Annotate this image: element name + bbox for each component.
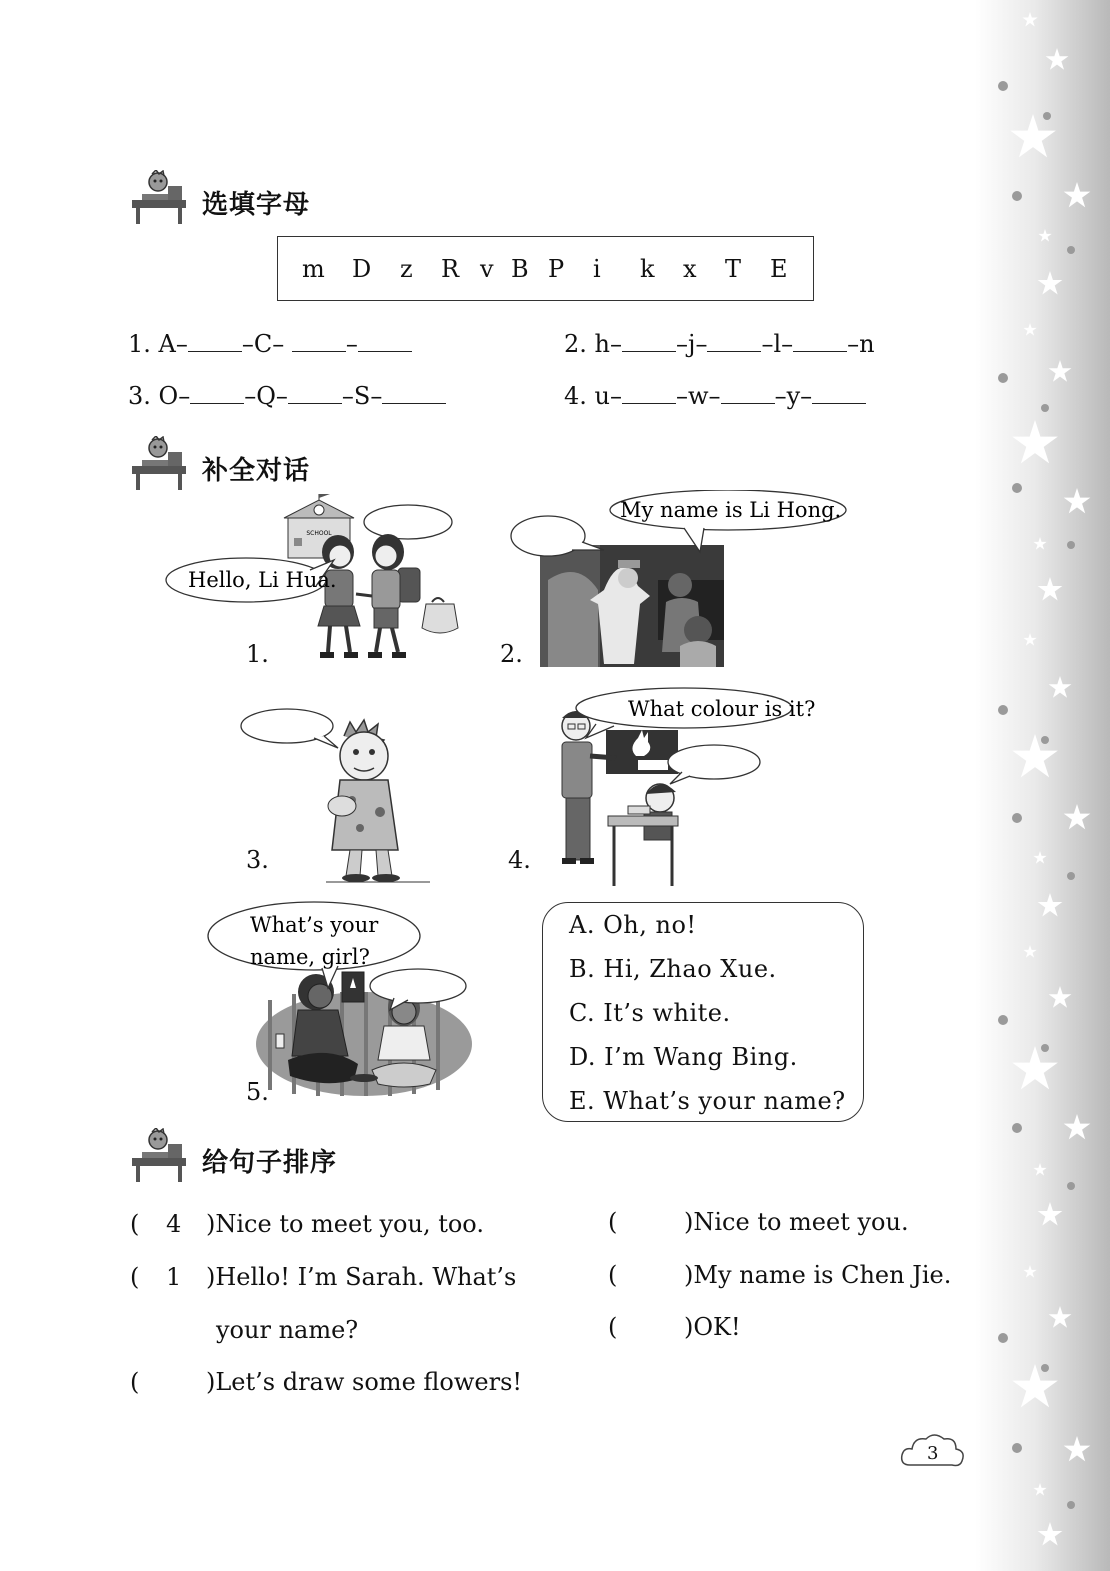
answer-blank[interactable] [812, 402, 866, 404]
picture-3-dirty-boy [240, 708, 440, 888]
star-border-decoration [975, 0, 1110, 1571]
option-d: D. I’m Wang Bing. [569, 1043, 798, 1071]
section-heading-ordering [130, 1128, 530, 1188]
order-answer[interactable]: 1 [166, 1263, 182, 1291]
mascot-desk-icon [130, 170, 190, 226]
section-title: 给句子排序 [202, 1148, 338, 1178]
speech-bubble-text: Hello, Li Hua. [188, 568, 337, 592]
picture-2-photo [508, 490, 848, 670]
letter: z [400, 255, 413, 283]
answer-blank[interactable] [622, 402, 676, 404]
picture-number: 3. [246, 846, 269, 874]
order-sentence: )OK! [684, 1313, 741, 1341]
order-sentence: )My name is Chen Jie. [684, 1261, 952, 1289]
option-e: E. What’s your name? [569, 1087, 846, 1115]
answer-blank[interactable] [382, 402, 446, 404]
letter: E [770, 255, 788, 283]
picture-number: 5. [246, 1078, 269, 1106]
order-item: ( )Nice to meet you. [608, 1208, 909, 1236]
picture-5-girls-sitting [204, 900, 476, 1100]
order-item: ( )My name is Chen Jie. [608, 1261, 952, 1289]
option-c: C. It’s white. [569, 999, 731, 1027]
letter: T [725, 255, 742, 283]
speech-bubble-text: My name is Li Hong. [620, 498, 842, 522]
answer-blank[interactable] [707, 350, 761, 352]
speech-bubble-text: name, girl? [250, 945, 370, 969]
mascot-desk-icon [130, 1128, 190, 1184]
letter-question-1: 1. A– –C– – [128, 330, 412, 358]
section-heading-dialogue [130, 436, 530, 496]
page-number: 3 [900, 1433, 964, 1477]
answer-blank[interactable] [188, 350, 242, 352]
school-sign: SCHOOL [306, 530, 332, 537]
order-sentence-continued: your name? [216, 1316, 359, 1344]
speech-bubble-text: What’s your [250, 913, 379, 937]
picture-number: 1. [246, 640, 269, 668]
picture-4-classroom [556, 686, 826, 891]
letter: D [352, 255, 372, 283]
order-sentence: )Nice to meet you. [684, 1208, 909, 1236]
order-item: ( 4 )Nice to meet you, too. [130, 1210, 484, 1238]
order-item: ( 1 )Hello! I’m Sarah. What’s [130, 1263, 517, 1291]
answer-options-box [542, 902, 864, 1122]
answer-blank[interactable] [292, 350, 346, 352]
order-sentence: )Let’s draw some flowers! [206, 1368, 523, 1396]
picture-number: 2. [500, 640, 523, 668]
answer-blank[interactable] [358, 350, 412, 352]
letter: x [683, 255, 697, 283]
picture-number: 4. [508, 846, 531, 874]
mascot-desk-icon [130, 436, 190, 492]
section-title: 选填字母 [202, 190, 311, 220]
answer-blank[interactable] [793, 350, 847, 352]
letter: m [302, 255, 325, 283]
letter-question-4: 4. u– –w– –y– [564, 382, 866, 410]
answer-blank[interactable] [622, 350, 676, 352]
order-sentence: )Nice to meet you, too. [206, 1210, 484, 1238]
speech-bubble-text: What colour is it? [628, 697, 816, 721]
letter-question-3: 3. O– –Q– –S– [128, 382, 446, 410]
option-a: A. Oh, no! [569, 911, 697, 939]
option-b: B. Hi, Zhao Xue. [569, 955, 777, 983]
answer-blank[interactable] [288, 402, 342, 404]
section-title: 补全对话 [202, 456, 311, 486]
letter: P [548, 255, 565, 283]
letter-question-2: 2. h– –j– –l– –n [564, 330, 875, 358]
order-sentence: )Hello! I’m Sarah. What’s [206, 1263, 517, 1291]
section-heading-letters [130, 170, 530, 230]
order-item: ( )Let’s draw some flowers! [130, 1368, 523, 1396]
letter: B [511, 255, 529, 283]
letter: k [640, 255, 655, 283]
letter: i [593, 255, 601, 283]
picture-1-school-girls [160, 494, 470, 669]
answer-blank[interactable] [721, 402, 775, 404]
letter: v [480, 255, 494, 283]
order-answer[interactable]: 4 [166, 1210, 182, 1238]
answer-blank[interactable] [190, 402, 244, 404]
letter-choice-box [277, 236, 814, 301]
order-item: ( )OK! [608, 1313, 741, 1341]
letter: R [441, 255, 460, 283]
